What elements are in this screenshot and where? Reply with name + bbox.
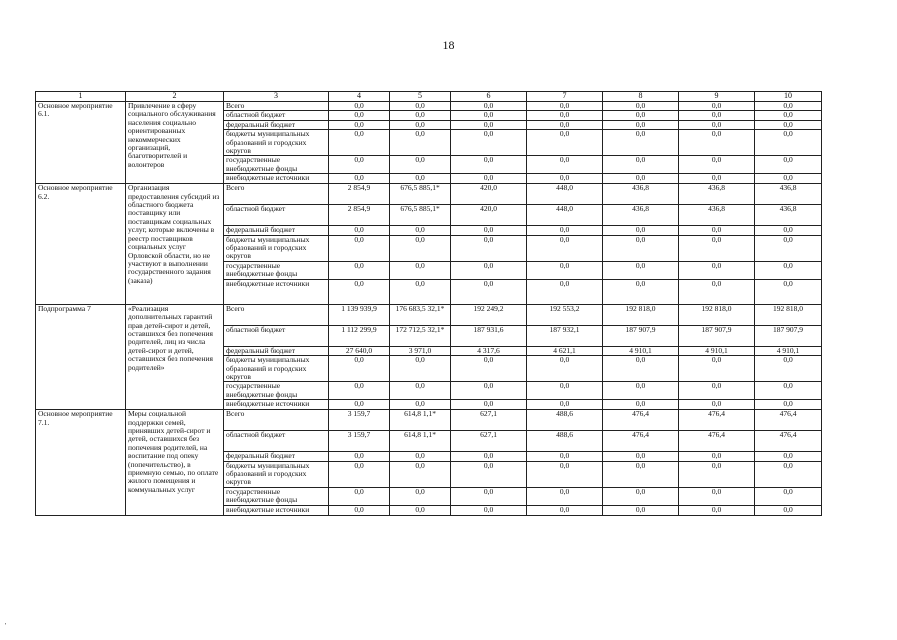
value-cell: 476,4 xyxy=(603,431,679,452)
value-cell: 0,0 xyxy=(679,279,755,304)
value-cell: 436,8 xyxy=(679,184,755,205)
value-cell: 0,0 xyxy=(390,226,451,235)
value-cell: 0,0 xyxy=(527,120,603,129)
value-cell: 436,8 xyxy=(679,205,755,226)
value-cell: 187 907,9 xyxy=(603,325,679,346)
value-cell: 0,0 xyxy=(451,111,527,120)
value-cell: 0,0 xyxy=(603,174,679,184)
value-cell: 0,0 xyxy=(329,174,390,184)
value-cell: 448,0 xyxy=(527,205,603,226)
value-cell: 172 712,5 32,1* xyxy=(390,325,451,346)
value-cell: 0,0 xyxy=(527,461,603,487)
funding-source: Всего xyxy=(224,304,329,325)
value-cell: 0,0 xyxy=(679,487,755,505)
section-code: Основное мероприятие 7.1. xyxy=(36,410,126,515)
value-cell: 4 621,1 xyxy=(527,346,603,355)
value-cell: 0,0 xyxy=(527,235,603,261)
value-cell: 0,0 xyxy=(755,487,822,505)
value-cell: 0,0 xyxy=(527,356,603,382)
value-cell: 0,0 xyxy=(527,487,603,505)
value-cell: 0,0 xyxy=(329,102,390,111)
value-cell: 187 931,6 xyxy=(451,325,527,346)
value-cell: 0,0 xyxy=(755,382,822,400)
value-cell: 0,0 xyxy=(679,356,755,382)
value-cell: 0,0 xyxy=(390,505,451,515)
value-cell: 436,8 xyxy=(755,205,822,226)
value-cell: 0,0 xyxy=(603,120,679,129)
value-cell: 3 159,7 xyxy=(329,410,390,431)
value-cell: 0,0 xyxy=(390,111,451,120)
value-cell: 0,0 xyxy=(329,452,390,461)
value-cell: 0,0 xyxy=(451,226,527,235)
section-code: Основное мероприятие 6.1. xyxy=(36,102,126,184)
value-cell: 0,0 xyxy=(329,226,390,235)
scan-mark: ' xyxy=(5,622,7,630)
header-cell: 4 xyxy=(329,92,390,102)
header-row xyxy=(36,92,822,102)
value-cell: 0,0 xyxy=(527,130,603,156)
value-cell: 0,0 xyxy=(451,120,527,129)
value-cell: 0,0 xyxy=(329,461,390,487)
value-cell: 0,0 xyxy=(527,400,603,410)
value-cell: 0,0 xyxy=(451,356,527,382)
value-cell: 0,0 xyxy=(603,235,679,261)
value-cell: 0,0 xyxy=(603,487,679,505)
value-cell: 0,0 xyxy=(451,487,527,505)
value-cell: 0,0 xyxy=(390,279,451,304)
value-cell: 0,0 xyxy=(451,235,527,261)
header-cell: 10 xyxy=(755,92,822,102)
value-cell: 0,0 xyxy=(755,235,822,261)
header-cell: 7 xyxy=(527,92,603,102)
value-cell: 1 139 939,9 xyxy=(329,304,390,325)
value-cell: 0,0 xyxy=(329,235,390,261)
value-cell: 0,0 xyxy=(679,156,755,174)
value-cell: 614,8 1,1* xyxy=(390,431,451,452)
value-cell: 187 907,9 xyxy=(679,325,755,346)
table-row xyxy=(36,304,822,325)
value-cell: 3 159,7 xyxy=(329,431,390,452)
value-cell: 0,0 xyxy=(603,226,679,235)
funding-source: внебюджетные источники xyxy=(224,505,329,515)
value-cell: 2 854,9 xyxy=(329,184,390,205)
value-cell: 4 910,1 xyxy=(679,346,755,355)
value-cell: 0,0 xyxy=(679,461,755,487)
value-cell: 0,0 xyxy=(679,111,755,120)
value-cell: 27 640,0 xyxy=(329,346,390,355)
value-cell: 0,0 xyxy=(679,130,755,156)
value-cell: 1 112 299,9 xyxy=(329,325,390,346)
value-cell: 0,0 xyxy=(755,120,822,129)
value-cell: 0,0 xyxy=(527,382,603,400)
funding-source: государственные внебюджетные фонды xyxy=(224,261,329,279)
value-cell: 0,0 xyxy=(679,174,755,184)
value-cell: 476,4 xyxy=(755,431,822,452)
value-cell: 0,0 xyxy=(679,400,755,410)
value-cell: 0,0 xyxy=(679,235,755,261)
value-cell: 0,0 xyxy=(603,111,679,120)
value-cell: 0,0 xyxy=(603,505,679,515)
section-name: Меры социальной поддержки семей, принявших детей-сирот и детей, оставшихся без попечения родителей, на воспитание под опеку (попечительство), в приемную семью, по оплате жилого помещения и коммунальных услуг xyxy=(126,410,224,515)
value-cell: 420,0 xyxy=(451,205,527,226)
value-cell: 0,0 xyxy=(329,487,390,505)
funding-source: Всего xyxy=(224,184,329,205)
value-cell: 0,0 xyxy=(679,382,755,400)
value-cell: 0,0 xyxy=(390,130,451,156)
value-cell: 0,0 xyxy=(527,111,603,120)
value-cell: 4 317,6 xyxy=(451,346,527,355)
value-cell: 627,1 xyxy=(451,431,527,452)
value-cell: 0,0 xyxy=(390,400,451,410)
value-cell: 0,0 xyxy=(451,156,527,174)
value-cell: 4 910,1 xyxy=(755,346,822,355)
section-code: Подпрограмма 7 xyxy=(36,304,126,409)
value-cell: 0,0 xyxy=(390,174,451,184)
funding-source: бюджеты муниципальных образований и городских округов xyxy=(224,235,329,261)
value-cell: 0,0 xyxy=(329,120,390,129)
funding-source: областной бюджет xyxy=(224,325,329,346)
value-cell: 0,0 xyxy=(527,452,603,461)
value-cell: 0,0 xyxy=(390,156,451,174)
value-cell: 0,0 xyxy=(451,400,527,410)
section-code: Основное мероприятие 6.2. xyxy=(36,184,126,304)
value-cell: 0,0 xyxy=(679,261,755,279)
value-cell: 0,0 xyxy=(603,382,679,400)
value-cell: 0,0 xyxy=(603,400,679,410)
funding-source: федеральный бюджет xyxy=(224,346,329,355)
funding-source: государственные внебюджетные фонды xyxy=(224,156,329,174)
value-cell: 420,0 xyxy=(451,184,527,205)
value-cell: 488,6 xyxy=(527,410,603,431)
value-cell: 0,0 xyxy=(603,130,679,156)
value-cell: 0,0 xyxy=(329,261,390,279)
value-cell: 0,0 xyxy=(603,452,679,461)
value-cell: 0,0 xyxy=(755,279,822,304)
value-cell: 0,0 xyxy=(451,102,527,111)
value-cell: 0,0 xyxy=(390,261,451,279)
funding-source: Всего xyxy=(224,410,329,431)
value-cell: 0,0 xyxy=(527,174,603,184)
value-cell: 0,0 xyxy=(451,174,527,184)
value-cell: 0,0 xyxy=(451,452,527,461)
value-cell: 0,0 xyxy=(755,461,822,487)
value-cell: 3 971,0 xyxy=(390,346,451,355)
value-cell: 0,0 xyxy=(527,156,603,174)
value-cell: 476,4 xyxy=(679,431,755,452)
value-cell: 476,4 xyxy=(603,410,679,431)
value-cell: 0,0 xyxy=(390,235,451,261)
value-cell: 476,4 xyxy=(755,410,822,431)
header-cell: 9 xyxy=(679,92,755,102)
value-cell: 2 854,9 xyxy=(329,205,390,226)
header-cell: 2 xyxy=(126,92,224,102)
section-name: Организация предоставления субсидий из областного бюджета поставщику или поставщикам социальных услуг, которые включены в реестр поставщиков социальных услуг Орловской области, но не участвуют в выполнении государственного задания (заказа) xyxy=(126,184,224,304)
funding-source: федеральный бюджет xyxy=(224,452,329,461)
value-cell: 0,0 xyxy=(679,505,755,515)
funding-source: Всего xyxy=(224,102,329,111)
header-cell: 1 xyxy=(36,92,126,102)
value-cell: 192 249,2 xyxy=(451,304,527,325)
value-cell: 436,8 xyxy=(755,184,822,205)
value-cell: 0,0 xyxy=(390,461,451,487)
value-cell: 0,0 xyxy=(755,452,822,461)
funding-source: областной бюджет xyxy=(224,205,329,226)
value-cell: 0,0 xyxy=(527,279,603,304)
value-cell: 0,0 xyxy=(451,505,527,515)
table-row xyxy=(36,184,822,205)
funding-source: бюджеты муниципальных образований и городских округов xyxy=(224,356,329,382)
value-cell: 0,0 xyxy=(329,356,390,382)
value-cell: 448,0 xyxy=(527,184,603,205)
header-cell: 6 xyxy=(451,92,527,102)
value-cell: 0,0 xyxy=(603,261,679,279)
value-cell: 0,0 xyxy=(527,505,603,515)
funding-source: государственные внебюджетные фонды xyxy=(224,487,329,505)
value-cell: 0,0 xyxy=(755,102,822,111)
value-cell: 0,0 xyxy=(755,130,822,156)
value-cell: 0,0 xyxy=(527,261,603,279)
funding-source: внебюджетные источники xyxy=(224,279,329,304)
value-cell: 0,0 xyxy=(755,174,822,184)
funding-source: внебюджетные источники xyxy=(224,174,329,184)
value-cell: 192 553,2 xyxy=(527,304,603,325)
value-cell: 0,0 xyxy=(451,382,527,400)
funding-source: государственные внебюджетные фонды xyxy=(224,382,329,400)
value-cell: 0,0 xyxy=(329,400,390,410)
value-cell: 627,1 xyxy=(451,410,527,431)
value-cell: 0,0 xyxy=(603,102,679,111)
value-cell: 0,0 xyxy=(329,130,390,156)
value-cell: 476,4 xyxy=(679,410,755,431)
value-cell: 0,0 xyxy=(527,102,603,111)
header-cell: 3 xyxy=(224,92,329,102)
value-cell: 0,0 xyxy=(329,382,390,400)
value-cell: 0,0 xyxy=(451,130,527,156)
value-cell: 0,0 xyxy=(390,102,451,111)
value-cell: 0,0 xyxy=(390,120,451,129)
value-cell: 0,0 xyxy=(679,102,755,111)
funding-source: внебюджетные источники xyxy=(224,400,329,410)
value-cell: 192 818,0 xyxy=(679,304,755,325)
table-row xyxy=(36,102,822,111)
value-cell: 0,0 xyxy=(679,226,755,235)
value-cell: 0,0 xyxy=(603,156,679,174)
budget-table-body xyxy=(36,92,822,516)
funding-source: федеральный бюджет xyxy=(224,120,329,129)
value-cell: 0,0 xyxy=(603,279,679,304)
page-number: 18 xyxy=(442,38,455,52)
value-cell: 0,0 xyxy=(329,279,390,304)
funding-source: федеральный бюджет xyxy=(224,226,329,235)
table-row xyxy=(36,410,822,431)
value-cell: 0,0 xyxy=(755,111,822,120)
value-cell: 676,5 885,1* xyxy=(390,205,451,226)
section-name: «Реализация дополнительных гарантий прав детей-сирот и детей, оставшихся без попечения родителей, лиц из числа детей-сирот и детей, оставшихся без попечения родителей» xyxy=(126,304,224,409)
header-cell: 5 xyxy=(390,92,451,102)
value-cell: 0,0 xyxy=(451,461,527,487)
value-cell: 0,0 xyxy=(755,226,822,235)
value-cell: 0,0 xyxy=(603,356,679,382)
value-cell: 0,0 xyxy=(755,356,822,382)
value-cell: 176 683,5 32,1* xyxy=(390,304,451,325)
value-cell: 0,0 xyxy=(390,382,451,400)
value-cell: 0,0 xyxy=(755,400,822,410)
value-cell: 0,0 xyxy=(679,452,755,461)
value-cell: 0,0 xyxy=(679,120,755,129)
value-cell: 187 907,9 xyxy=(755,325,822,346)
header-cell: 8 xyxy=(603,92,679,102)
value-cell: 0,0 xyxy=(451,279,527,304)
value-cell: 0,0 xyxy=(755,156,822,174)
value-cell: 436,8 xyxy=(603,205,679,226)
value-cell: 614,8 1,1* xyxy=(390,410,451,431)
value-cell: 192 818,0 xyxy=(755,304,822,325)
value-cell: 436,8 xyxy=(603,184,679,205)
value-cell: 0,0 xyxy=(329,156,390,174)
funding-source: бюджеты муниципальных образований и городских округов xyxy=(224,130,329,156)
value-cell: 0,0 xyxy=(603,461,679,487)
value-cell: 676,5 885,1* xyxy=(390,184,451,205)
value-cell: 192 818,0 xyxy=(603,304,679,325)
funding-source: областной бюджет xyxy=(224,431,329,452)
value-cell: 0,0 xyxy=(755,261,822,279)
value-cell: 0,0 xyxy=(451,261,527,279)
value-cell: 187 932,1 xyxy=(527,325,603,346)
funding-source: бюджеты муниципальных образований и городских округов xyxy=(224,461,329,487)
value-cell: 0,0 xyxy=(390,356,451,382)
value-cell: 0,0 xyxy=(329,505,390,515)
section-name: Привлечение в сферу социального обслуживания населения социально ориентированных некоммерческих организаций, благотворителей и волонтеров xyxy=(126,102,224,184)
budget-table xyxy=(35,91,822,516)
value-cell: 0,0 xyxy=(527,226,603,235)
value-cell: 0,0 xyxy=(755,505,822,515)
funding-source: областной бюджет xyxy=(224,111,329,120)
value-cell: 4 910,1 xyxy=(603,346,679,355)
value-cell: 488,6 xyxy=(527,431,603,452)
value-cell: 0,0 xyxy=(390,487,451,505)
value-cell: 0,0 xyxy=(329,111,390,120)
value-cell: 0,0 xyxy=(390,452,451,461)
